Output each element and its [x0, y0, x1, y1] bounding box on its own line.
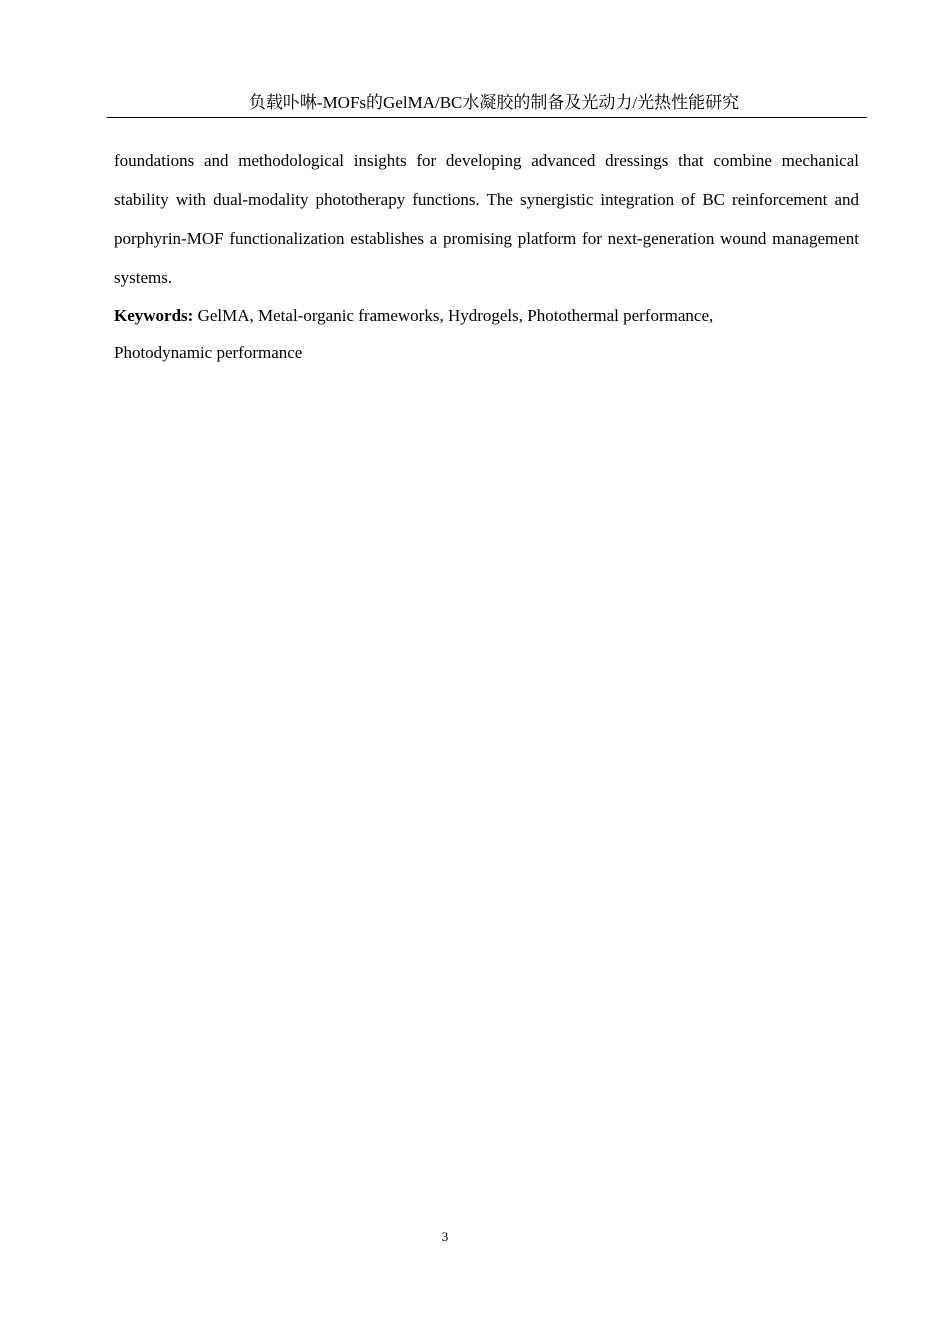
keywords-label: Keywords: — [114, 306, 194, 325]
page-number: 3 — [441, 1229, 449, 1244]
keywords-list-continued: Photodynamic performance — [114, 343, 303, 362]
keywords-paragraph — [114, 297, 859, 371]
abstract-continuation: foundations and methodological insights for developing advanced dressings that combine mechanical stability with dual-modality phototherapy functions. The synergistic integration of BC reinforcement and porphyrin-MOF functionalization establishes a promising platform for next-generation wound management systems. — [114, 151, 859, 287]
page-body — [114, 141, 859, 371]
running-header — [107, 93, 867, 118]
keywords-list: GelMA, Metal-organic frameworks, Hydrogels, Photothermal performance, — [193, 306, 714, 325]
running-header-title: 负载卟啉-MOFs的GelMA/BC水凝胶的制备及光动力/光热性能研究 — [248, 93, 740, 112]
